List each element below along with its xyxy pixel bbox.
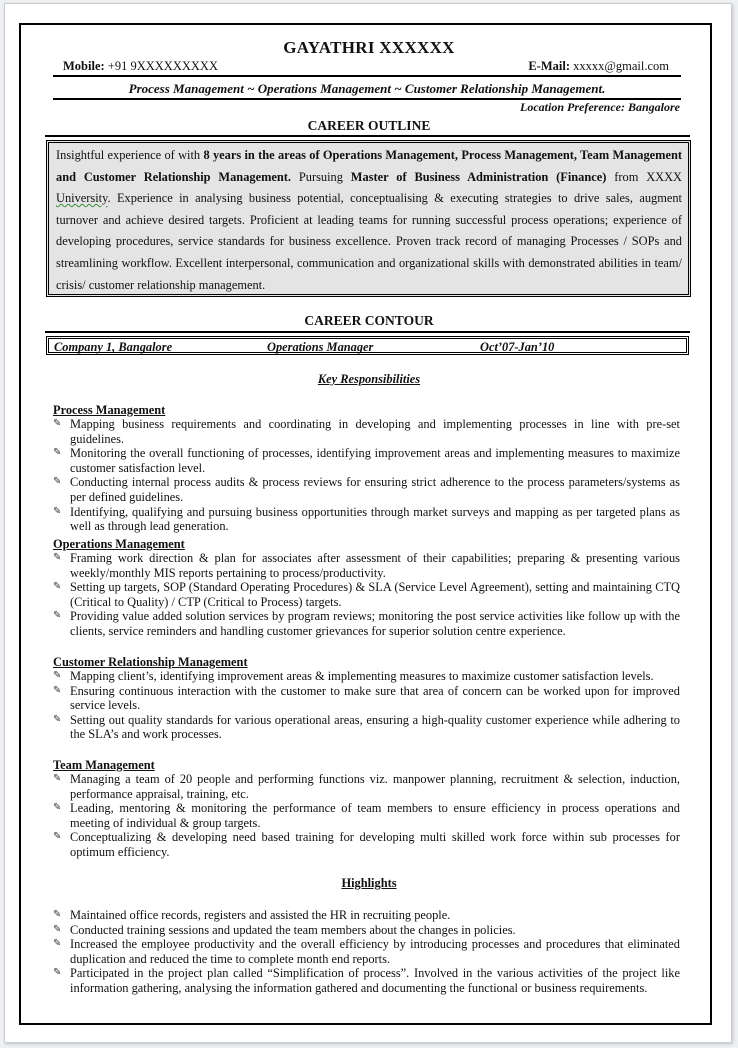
outline-text-4: . Experience in analysing business potential, conceptualising & executing strategies to drive sales, augment turnover and achieve desired targets. Proficient at leading teams for running successful process operations; experience of developing procedures, service standards for business excellence. Proven track record of managing Processes / SOPs and streamlining workflow. Excellent interpersonal, communication and organizational skills with demonstrated abilities in team/ crisis/ customer relationship management. [56, 191, 682, 292]
key-responsibilities-title: Key Responsibilities [317, 372, 421, 386]
outline-degree: Master of Business Administration (Finance) [350, 169, 607, 184]
contact-line [53, 59, 681, 77]
email-label: E-Mail: [528, 59, 570, 73]
mobile-info [63, 59, 218, 74]
list-item: ✎ Providing value added solution services by program reviews; monitoring the post service activities like follow up with the clients, service reminders and handling customer grievances for superior solution centre experience. [53, 609, 680, 638]
process-management-list [53, 417, 680, 534]
crm-heading: Customer Relationship Management [53, 655, 248, 669]
company-bar [46, 336, 689, 355]
crm-list [53, 669, 680, 742]
outline-bold-1: 8 years in the areas of Operations Management, Process Management, Team Management and Customer Relationship Management. [56, 148, 683, 184]
job-role: Operations Manager [267, 340, 374, 354]
list-item: ✎ Framing work direction & plan for associates after assessment of their capabilities; preparing & presenting various weekly/monthly MIS reports pertaining to process/productivity. [53, 551, 680, 580]
list-item: ✎ Mapping business requirements and coordinating in developing and implementing processes in line with pre-set guidelines. [53, 417, 680, 446]
job-period: Oct’07-Jan’10 [480, 340, 555, 354]
list-item: ✎ Conceptualizing & developing need based training for developing multi skilled work force within sub processes for optimum efficiency. [53, 830, 680, 859]
list-item: ✎ Conducted training sessions and updated the team members about the changes in policies. [53, 923, 680, 938]
email-address[interactable]: xxxxx@gmail.com [573, 59, 669, 73]
list-item: ✎ Leading, mentoring & monitoring the performance of team members to ensure efficiency in process operations and meeting of individual & group targets. [53, 801, 680, 830]
career-outline-title: CAREER OUTLINE [307, 118, 431, 133]
team-management-list [53, 772, 680, 860]
profile-tagline: Process Management ~ Operations Management ~ Customer Relationship Management. [53, 81, 681, 100]
list-item: ✎ Identifying, qualifying and pursuing business opportunities through market surveys and mapping as per targeted plans as well as through lead generation. [53, 505, 680, 534]
highlights-list [53, 908, 680, 996]
list-item: ✎ Monitoring the overall functioning of processes, identifying improvement areas and implementing measures to maximize customer satisfaction level. [53, 446, 680, 475]
list-item: ✎ Ensuring continuous interaction with the customer to make sure that area of concern can be worked upon for improved service levels. [53, 684, 680, 713]
list-item: ✎ Setting out quality standards for various operational areas, ensuring a high-quality customer experience while adhering to the SLA’s and work processes. [53, 713, 680, 742]
process-management-heading: Process Management [53, 403, 166, 417]
list-item: ✎ Managing a team of 20 people and performing functions viz. manpower planning, recruitment & selection, induction, performance appraisal, training, etc. [53, 772, 680, 801]
mobile-number: +91 9XXXXXXXXX [107, 59, 218, 73]
outline-text-2: Pursuing [291, 169, 351, 184]
mobile-label: Mobile: [63, 59, 105, 73]
email-info [528, 59, 669, 74]
list-item: ✎ Conducting internal process audits & process reviews for ensuring strict adherence to the process parameters/systems as per defined guidelines. [53, 475, 680, 504]
highlights-title: Highlights [341, 876, 397, 890]
outline-text-3: from XXXX [606, 169, 682, 184]
team-management-heading: Team Management [53, 758, 155, 772]
outline-text-1: Insightful experience of with [56, 148, 204, 162]
candidate-name: GAYATHRI XXXXXX [283, 38, 455, 57]
list-item: ✎ Participated in the project plan called “Simplification of process”. Involved in the various activities of the project like information gathering, analysing the information gathered and documenting the functional or business requirements. [53, 966, 680, 995]
operations-management-list [53, 551, 680, 639]
career-outline-box [46, 140, 691, 297]
career-contour-rule [45, 331, 690, 333]
company-name: Company 1, Bangalore [54, 340, 173, 354]
career-contour-title: CAREER CONTOUR [304, 313, 434, 328]
location-preference: Location Preference: Bangalore [520, 100, 680, 114]
outline-university: University [56, 191, 108, 206]
list-item: ✎ Maintained office records, registers and assisted the HR in recruiting people. [53, 908, 680, 923]
operations-management-heading: Operations Management [53, 537, 185, 551]
career-outline-rule [45, 135, 690, 137]
list-item: ✎ Increased the employee productivity and the overall efficiency by introducing processes and procedures that eliminated duplication and reduced the time to complete month end reports. [53, 937, 680, 966]
list-item: ✎ Setting up targets, SOP (Standard Operating Procedures) & SLA (Service Level Agreement), setting and maintaining CTQ (Critical to Quality) / CTP (Critical to Process) targets. [53, 580, 680, 609]
list-item: ✎ Mapping client’s, identifying improvement areas & implementing measures to maximize customer satisfaction levels. [53, 669, 680, 684]
